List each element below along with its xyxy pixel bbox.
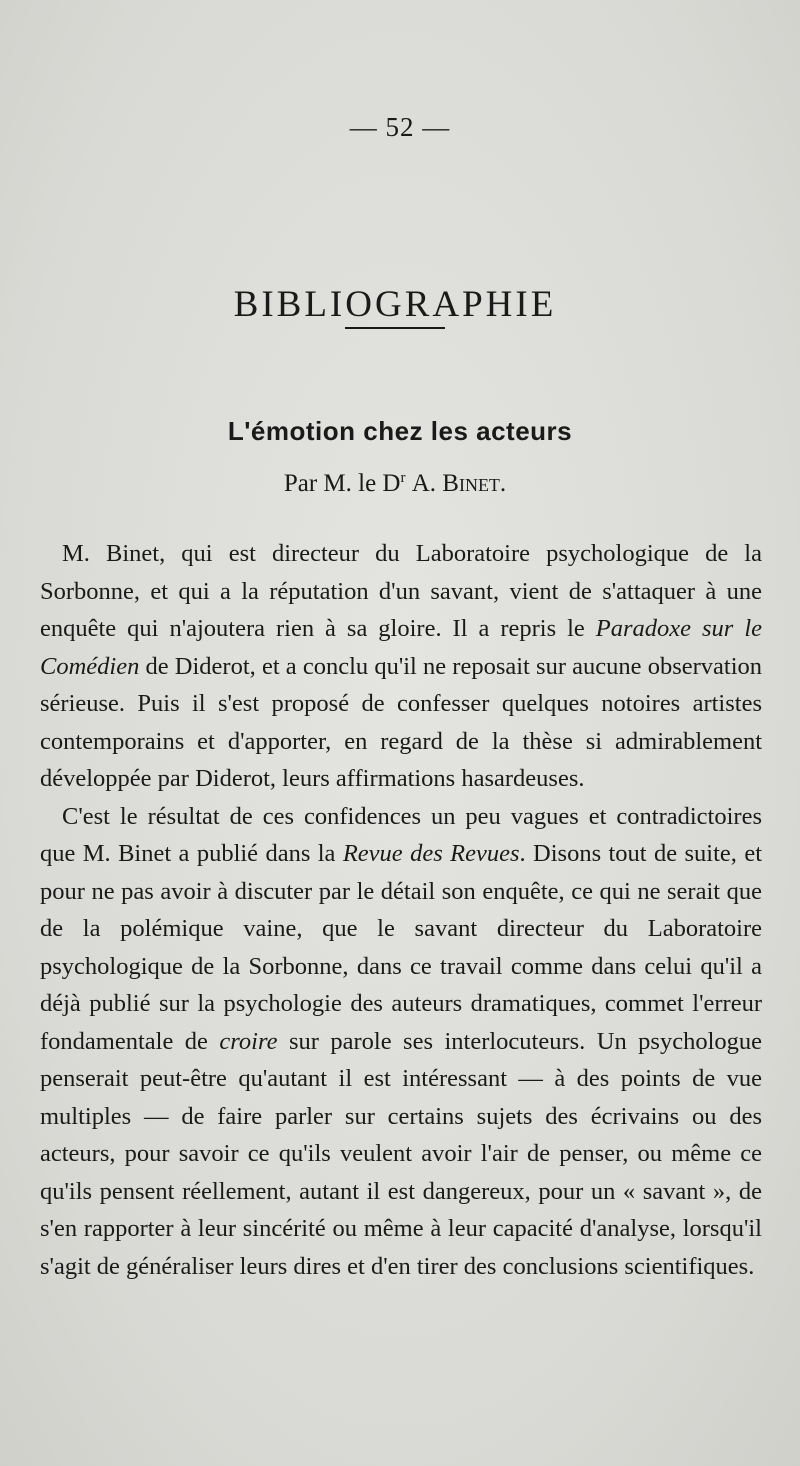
text-run: sur parole ses interlocuteurs. Un psychologue penserait peut-être qu'autant il est intéressant — à des points de vue multiples — de faire parler sur certains sujets des écrivains ou des acteurs, pour savoir ce qu'ils veulent avoir l'air de penser, ou même ce qu'ils pensent réellement, autant il est dangereux, pour un « savant », de s'en rapporter à leur sincérité ou même à leur capacité d'analyse, lorsqu'il s'agit de généraliser leurs dires et d'en tirer des conclusions scientifiques. <box>40 1027 763 1280</box>
article-byline <box>0 470 790 498</box>
page-number: — 52 — <box>349 112 451 142</box>
paragraph <box>40 535 762 798</box>
italic-title: Paradoxe sur le Comédien <box>40 615 763 680</box>
text-run: M. Binet, qui est directeur du Laboratoire psychologique de la Sorbonne, et qui a la réputation d'un savant, vient de s'attaquer à une enquête qui n'ajoutera rien à sa gloire. Il a repris le <box>40 540 762 642</box>
paragraph <box>40 798 762 1286</box>
italic-title: Revue des Revues <box>342 840 520 867</box>
italic-title: croire <box>219 1027 278 1055</box>
article-body <box>40 535 762 1285</box>
byline-superscript: r <box>400 470 406 486</box>
section-title: BIBLIOGRAPHIE <box>233 283 557 325</box>
text-run: . Disons tout de suite, et pour ne pas avoir à discuter par le détail son enquête, ce qui ne serait que de la polémique vaine, que le savant directeur du Laboratoire psychologique de la Sorbonne, dans ce travail comme dans celui qu'il a déjà publié sur la psychologie des auteurs dramatiques, commet l'erreur fondamentale de <box>40 840 763 1055</box>
text-run: C'est le résultat de ces confidences un peu vagues et contradictoires que M. Binet a publié dans la <box>40 802 762 867</box>
title-divider <box>345 327 445 329</box>
text-run: de Diderot, et a conclu qu'il ne reposait sur aucune observation sérieuse. Puis il s'est proposé de confesser quelques notoires artistes contemporains et d'apporter, en regard de la thèse si admirablement développée par Diderot, leurs affirmations hasardeuses. <box>40 652 762 792</box>
byline-prefix: Par M. le D <box>283 470 401 497</box>
byline-author: A. Binet. <box>411 470 507 497</box>
article-title: L'émotion chez les acteurs <box>227 416 573 446</box>
